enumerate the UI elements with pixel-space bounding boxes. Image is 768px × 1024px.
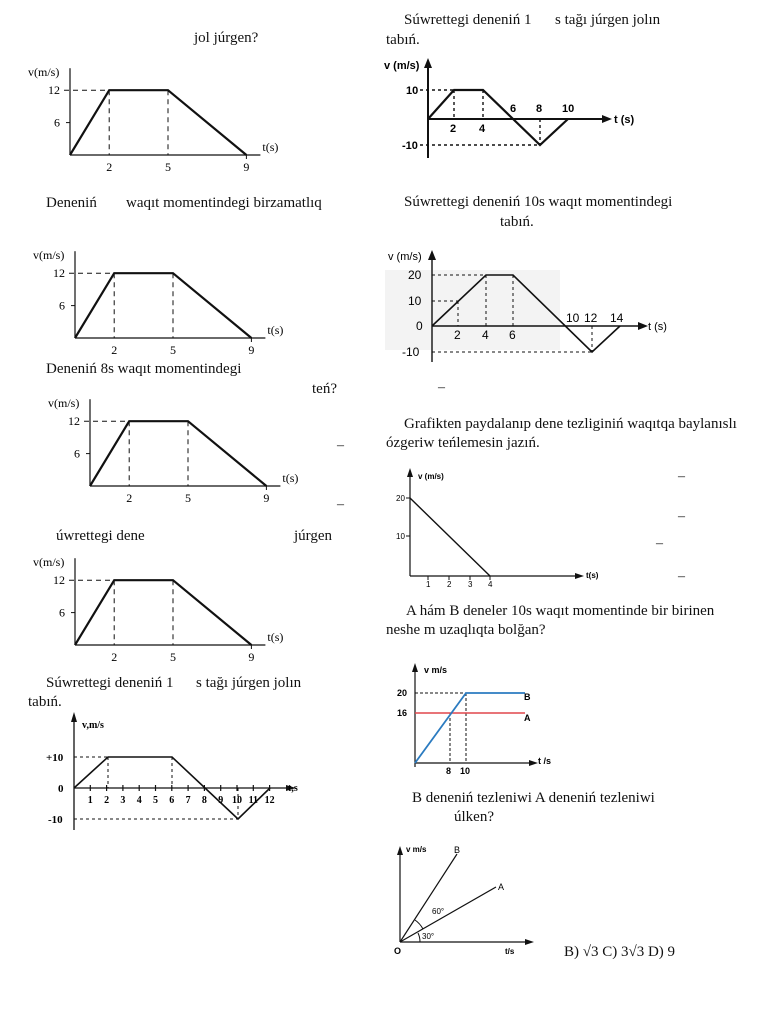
- x-tick-label: 10: [566, 311, 580, 325]
- q-text-acceleration-b: úlken?: [454, 809, 494, 825]
- q-text-right-path-b: s tağı júrgen jolın: [555, 12, 661, 28]
- q-text-8s: Deneniń 8s waqıt momentindegi: [46, 361, 242, 377]
- x-tick-label: 4: [482, 328, 489, 342]
- dash-mark: –: [438, 380, 445, 395]
- x-tick-label: 9: [248, 650, 255, 664]
- series-b-line: [415, 693, 525, 763]
- y-axis-label: v(m/s): [28, 65, 60, 80]
- x-axis-label: t(s): [267, 630, 284, 644]
- x-tick-label: 11: [248, 795, 259, 806]
- q-text-acceleration: B deneniń tezleniwi A deneniń tezleniwi: [412, 790, 655, 806]
- scan-shade: [385, 270, 560, 350]
- y-axis-label: v,m/s: [82, 720, 104, 731]
- x-axis-label: t(s): [282, 471, 299, 485]
- q-text-right-path-c: tabıń.: [386, 32, 420, 48]
- x-tick-label: 5: [165, 160, 171, 174]
- angle-label-60: 60°: [432, 907, 445, 916]
- x-tick-label: 7: [185, 795, 191, 806]
- velocity-chart-right-20: [380, 240, 680, 370]
- x-tick-label: 6: [509, 328, 516, 342]
- y-tick-label: 10: [396, 532, 405, 541]
- x-tick-label: 12: [264, 795, 275, 806]
- y-tick-label: 20: [397, 688, 408, 698]
- legend-a: A: [524, 713, 531, 723]
- x-tick-label: 6: [169, 795, 175, 806]
- y-tick-label: 6: [59, 298, 65, 313]
- x-tick-label: 4: [488, 580, 493, 589]
- trapezoid-chart-4: [0, 0, 300, 670]
- x-axis-label: t (s): [648, 321, 667, 333]
- x-tick-label: 2: [126, 491, 133, 505]
- label-a: A: [498, 882, 505, 892]
- dash-mark: –: [678, 509, 685, 524]
- x-tick-label: 5: [170, 343, 176, 357]
- y-tick-label: 10: [408, 294, 422, 308]
- y-axis-arrow: [397, 846, 403, 855]
- x-tick-label: 5: [170, 650, 176, 664]
- x-axis-label: t /s: [538, 756, 552, 766]
- y-axis-arrow: [424, 58, 432, 68]
- y-tick-label: 6: [59, 605, 65, 620]
- line-b: [400, 854, 457, 942]
- dash-mark: –: [678, 469, 685, 484]
- velocity-line: [410, 498, 490, 576]
- x-tick-label: 5: [153, 795, 158, 806]
- q-text-left-path-a: Súwrettegi deneniń 1: [46, 675, 174, 691]
- y-tick-label: -10: [48, 814, 63, 826]
- x-tick-label: 2: [447, 580, 452, 589]
- x-tick-label: 2: [454, 328, 461, 342]
- x-tick-label: 10: [562, 103, 575, 115]
- x-tick-label: 8: [201, 795, 207, 806]
- x-axis-arrow: [525, 939, 534, 945]
- q-text-jol-jurgen: jol júrgen?: [194, 30, 259, 46]
- x-axis-arrow: [602, 115, 612, 123]
- x-tick-label: 4: [136, 795, 142, 806]
- x-tick-label: 2: [111, 343, 118, 357]
- q-text-ten: teń?: [312, 381, 337, 397]
- q-text-left-path-b: s tağı júrgen jolın: [196, 675, 302, 691]
- y-axis-label: v m/s: [406, 845, 427, 854]
- x-tick-label: 3: [120, 795, 126, 806]
- y-tick-label: 16: [397, 708, 408, 718]
- y-axis-label: v (m/s): [384, 60, 420, 72]
- q-text-birzamatliq: waqıt momentindegi birzamatlıq: [126, 195, 322, 211]
- velocity-chart-right-top: [380, 50, 650, 160]
- q-text-jurgen: júrgen: [294, 528, 333, 544]
- dash-mark: –: [337, 497, 344, 512]
- x-tick-label: 8: [446, 766, 452, 776]
- y-axis-label: v(m/s): [48, 396, 80, 411]
- line-a: [400, 887, 496, 942]
- q-text-equation: Grafikten paydalanıp dene tezliginiń waqıtqa baylanıslı ózgeriw teńlemesin jazıń.: [386, 416, 737, 451]
- y-axis-label: v m/s: [424, 665, 448, 675]
- q-text-left-path-c: tabıń.: [28, 694, 62, 710]
- x-axis-arrow: [529, 760, 538, 766]
- y-axis-arrow: [71, 712, 77, 722]
- y-tick-label: +10: [46, 752, 64, 764]
- y-axis-arrow: [412, 663, 418, 672]
- y-tick-label: -10: [402, 140, 418, 152]
- q-text-10s-b: tabıń.: [500, 214, 534, 230]
- y-axis-label: v(m/s): [33, 248, 65, 263]
- x-tick-label: 2: [450, 123, 457, 135]
- x-tick-label: 9: [248, 343, 255, 357]
- x-tick-label: 9: [263, 491, 270, 505]
- label-b: B: [454, 845, 461, 855]
- x-axis-label: t(s): [267, 323, 284, 337]
- x-tick-label: 8: [536, 103, 543, 115]
- dash-mark: –: [656, 536, 663, 551]
- y-tick-label: 10: [406, 85, 419, 97]
- y-tick-label: -10: [402, 345, 420, 359]
- x-tick-label: 10: [460, 766, 471, 776]
- x-tick-label: 2: [106, 160, 113, 174]
- x-tick-label: 2: [111, 650, 118, 664]
- answer-options: B) √3 C) 3√3 D) 9: [564, 944, 676, 960]
- x-axis-label: t(s): [586, 571, 599, 580]
- x-tick-label: 12: [584, 311, 598, 325]
- x-tick-label: 2: [104, 795, 110, 806]
- y-axis-arrow: [428, 250, 436, 260]
- velocity-line: [75, 580, 251, 645]
- x-axis-arrow: [638, 322, 648, 330]
- x-tick-label: 3: [468, 580, 473, 589]
- x-axis-label: t/s: [505, 947, 515, 956]
- x-tick-label: 1: [426, 580, 431, 589]
- y-tick-label: 12: [53, 266, 65, 281]
- y-tick-label: 20: [408, 268, 422, 282]
- x-axis-label: t (s): [614, 114, 635, 126]
- x-axis-arrow: [575, 573, 584, 579]
- velocity-chart-decreasing: [380, 460, 610, 595]
- x-tick-label: 9: [218, 795, 224, 806]
- x-tick-label: 1: [87, 795, 93, 806]
- y-axis-label: v (m/s): [418, 472, 444, 481]
- y-tick-label: 20: [396, 494, 405, 503]
- x-tick-label: 9: [243, 160, 250, 174]
- y-axis-label: v (m/s): [388, 251, 422, 263]
- y-tick-label: 6: [74, 446, 80, 461]
- q-text-denenin: Deneniń: [46, 195, 97, 211]
- origin-label: O: [394, 946, 402, 956]
- y-axis-label: v(m/s): [33, 555, 65, 570]
- dash-mark: –: [337, 438, 344, 453]
- q-text-urettegi-dene: úwrettegi dene: [56, 528, 145, 544]
- q-text-a-b-distance: A hám B deneler 10s waqıt momentinde bir birinen neshe m uzaqlıqta bolğan?: [386, 603, 715, 638]
- y-axis-arrow: [407, 468, 413, 477]
- dash-mark: –: [678, 569, 685, 584]
- q-text-right-path-a: Súwrettegi deneniń 1: [404, 12, 532, 28]
- x-tick-label: 6: [510, 103, 517, 115]
- angle-arc-30: [418, 933, 420, 942]
- q-text-10s: Súwrettegi deneniń 10s waqıt momentindegi: [404, 194, 673, 210]
- y-tick-label: 12: [53, 573, 65, 588]
- x-tick-label: 4: [479, 123, 486, 135]
- x-tick-label: 14: [610, 311, 624, 325]
- y-tick-label: 6: [54, 115, 60, 130]
- angle-arc-60: [415, 920, 423, 929]
- y-tick-label: 12: [48, 83, 60, 98]
- y-tick-label: 12: [68, 414, 80, 429]
- chart-a-b: [380, 655, 580, 780]
- velocity-line: [428, 90, 568, 145]
- x-axis-label: t,s: [288, 783, 298, 794]
- y-tick-label: 0: [58, 783, 64, 795]
- chart-angles: [380, 840, 560, 965]
- velocity-chart-left-bottom: [0, 700, 360, 850]
- y-tick-label: 0: [416, 319, 423, 333]
- x-axis-label: t(s): [262, 140, 279, 154]
- x-tick-label: 5: [185, 491, 191, 505]
- x-tick-label: 10: [232, 795, 242, 806]
- angle-label-30: 30°: [422, 932, 435, 941]
- legend-b: B: [524, 692, 531, 702]
